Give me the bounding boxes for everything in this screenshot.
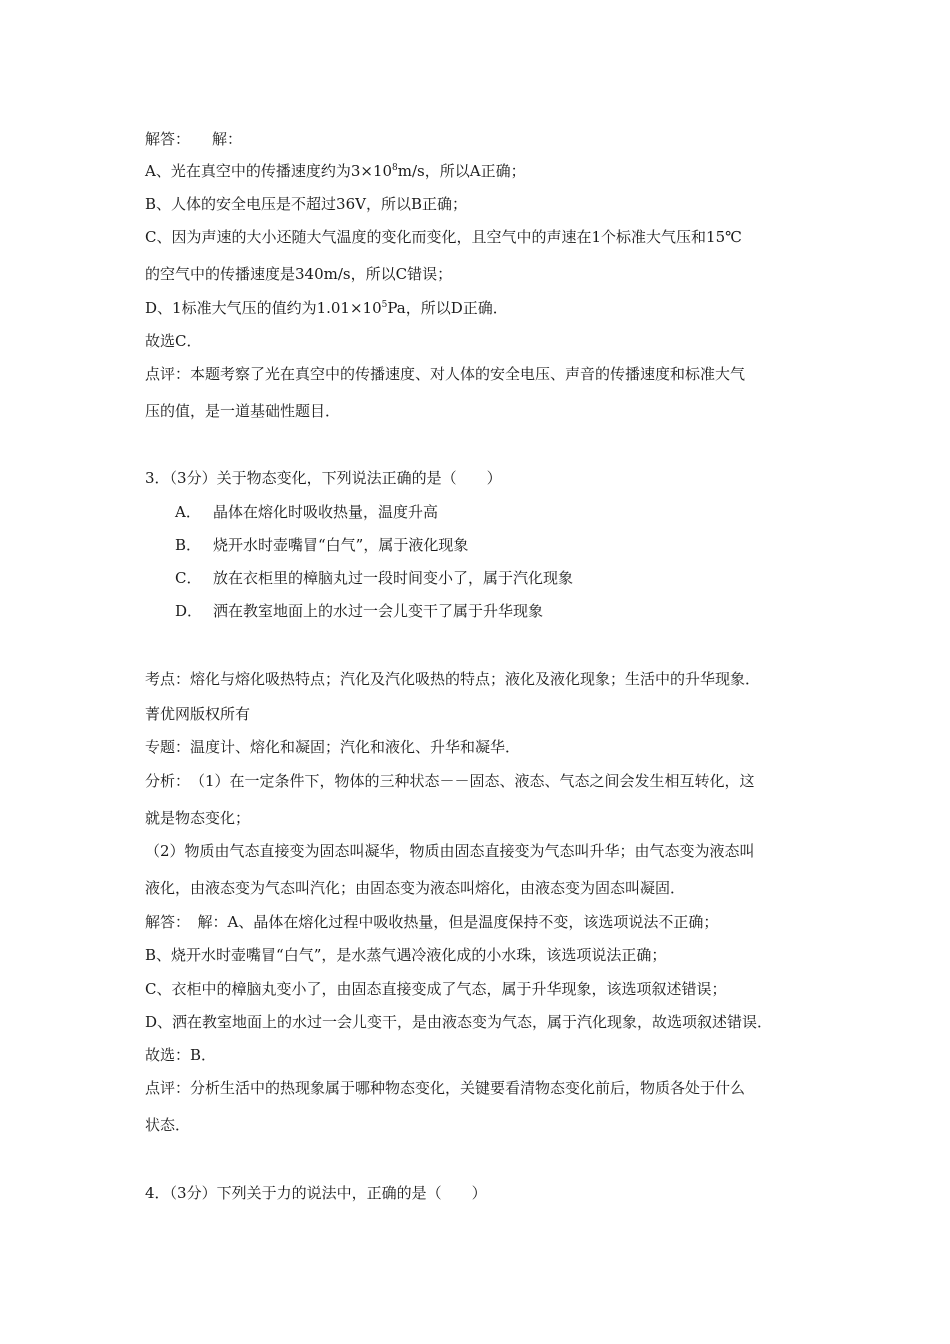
option-text: 晶体在熔化时吸收热量，温度升高	[213, 503, 439, 521]
answer-choice: 故选C．	[145, 332, 202, 350]
question-3-option-a	[175, 502, 438, 522]
answer-line-d	[145, 298, 508, 318]
option-letter: B．	[175, 536, 202, 554]
option-text: 烧开水时壶嘴冒“白气”，属于液化现象	[213, 536, 469, 554]
topic-line: 专题：温度计、熔化和凝固；汽化和液化、升华和凝华．	[145, 738, 521, 756]
analysis-line-1: 分析： （1）在一定条件下，物体的三种状态－－固态、液态、气态之间会发生相互转化，这	[145, 772, 755, 790]
answer-heading	[145, 129, 242, 149]
option-text: 放在衣柜里的樟脑丸过一段时间变小了，属于汽化现象	[213, 569, 574, 587]
question-3-option-b	[175, 535, 468, 555]
option-letter: D．	[175, 602, 203, 620]
review-line-2: 状态．	[145, 1116, 191, 1134]
option-letter: A．	[175, 503, 201, 521]
answer-d-text: D、1标准大气压的值约为1.01×10	[145, 299, 382, 317]
question-4-stem: 4．（3分）下列关于力的说法中，正确的是（ ）	[145, 1184, 487, 1202]
answer-d-exponent: 5	[381, 300, 388, 310]
answer-a-text: A、光在真空中的传播速度约为3×10	[145, 162, 393, 180]
solution-line-4: D、洒在教室地面上的水过一会儿变干，是由液态变为气态，属于汽化现象，故选项叙述错误．	[145, 1013, 773, 1031]
solution-line-3: C、衣柜中的樟脑丸变小了，由固态直接变成了气态，属于升华现象，该选项叙述错误；	[145, 980, 727, 998]
answer-line-a	[145, 161, 526, 181]
answer-a-tail: m/s，所以A正确；	[397, 162, 526, 180]
solution-choice: 故选：B．	[145, 1046, 217, 1064]
answer-a-exponent: 8	[392, 163, 398, 173]
analysis-line-4: 液化，由液态变为气态叫汽化；由固态变为液态叫熔化，由液态变为固态叫凝固．	[145, 879, 686, 897]
answer-line-c2: 的空气中的传播速度是340m/s，所以C错误；	[145, 265, 453, 283]
review-line-1: 点评：分析生活中的热现象属于哪种物态变化，关键要看清物态变化前后，物质各处于什么	[145, 1079, 746, 1097]
answer-d-tail: Pa，所以D正确．	[387, 299, 508, 317]
option-text: 洒在教室地面上的水过一会儿变干了属于升华现象	[213, 602, 544, 620]
key-points: 考点：熔化与熔化吸热特点；汽化及汽化吸热的特点；液化及液化现象；生活中的升华现象．	[145, 670, 761, 688]
answer-line-c1: C、因为声速的大小还随大气温度的变化而变化，且空气中的声速在1个标准大气压和15℃	[145, 228, 742, 246]
solution-line-2: B、烧开水时壶嘴冒“白气”，是水蒸气遇冷液化成的小水珠，该选项说法正确；	[145, 946, 667, 964]
comment-line-2: 压的值，是一道基础性题目．	[145, 402, 341, 420]
option-letter: C．	[175, 569, 202, 587]
comment-line-1: 点评：本题考察了光在真空中的传播速度、对人体的安全电压、声音的传播速度和标准大气	[145, 365, 746, 383]
analysis-line-3: （2）物质由气态直接变为固态叫凝华，物质由固态直接变为气态叫升华；由气态变为液态叫	[145, 842, 755, 860]
answer-text: 解：	[212, 130, 243, 148]
answer-line-b: B、人体的安全电压是不超过36V，所以B正确；	[145, 195, 467, 213]
analysis-line-2: 就是物态变化；	[145, 809, 251, 827]
question-3-option-c	[175, 568, 573, 588]
solution-line-1: 解答： 解：A、晶体在熔化过程中吸收热量，但是温度保持不变，该选项说法不正确；	[145, 913, 719, 931]
copyright-note: 菁优网版权所有	[145, 705, 251, 723]
question-3-stem: 3．（3分）关于物态变化，下列说法正确的是（ ）	[145, 469, 502, 487]
question-3-option-d	[175, 601, 543, 621]
answer-label: 解答：	[145, 130, 191, 148]
